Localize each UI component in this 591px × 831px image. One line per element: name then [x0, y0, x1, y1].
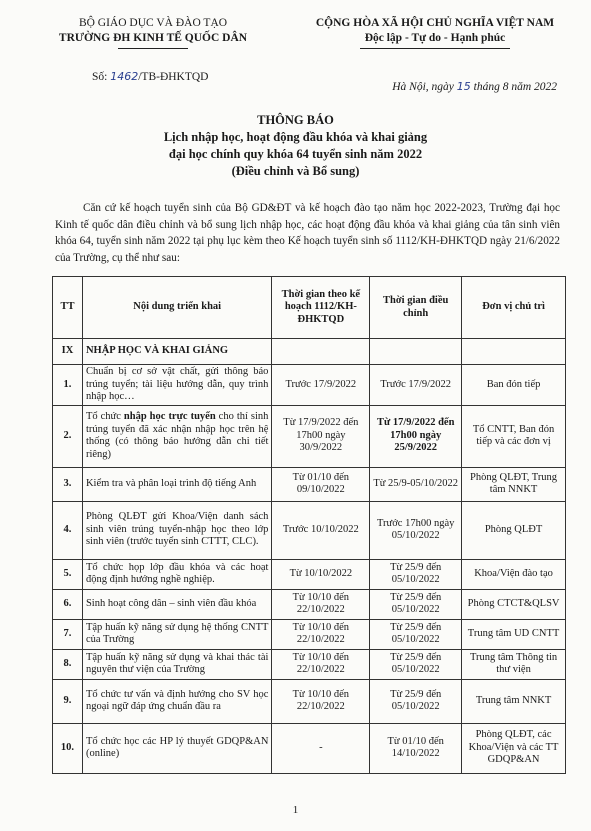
table-row	[53, 559, 566, 589]
row-unit: Ban đón tiếp	[462, 365, 566, 406]
row-adjusted: Trước 17h00 ngày 05/10/2022	[370, 501, 462, 559]
row-number: 10.	[53, 723, 83, 773]
doc-number-handwritten: 1462	[110, 70, 139, 83]
table-row	[53, 365, 566, 406]
row-unit: Trung tâm UD CNTT	[462, 619, 566, 649]
row-content: Kiểm tra và phân loại trình độ tiếng Anh	[82, 467, 271, 501]
row-number: 1.	[53, 365, 83, 406]
row-planned: Từ 10/10 đến 22/10/2022	[272, 679, 370, 723]
country-name: CỘNG HÒA XÃ HỘI CHỦ NGHĨA VIỆT NAM	[315, 17, 555, 29]
row-adjusted: Từ 25/9 đến 05/10/2022	[370, 649, 462, 679]
row-unit: Tổ CNTT, Ban đón tiếp và các đơn vị	[462, 405, 566, 467]
row-content-pre: Tổ chức	[85, 411, 121, 422]
row-number: 2.	[53, 405, 83, 467]
table-row	[53, 589, 566, 619]
row-content: Chuẩn bị cơ sở vật chất, gửi thông báo trúng tuyển; tài liệu hướng dẫn, quy trình nhập học…	[82, 365, 271, 406]
section-row	[53, 339, 566, 365]
title-line-3: đại học chính quy khóa 64 tuyển sinh năm 2022	[168, 147, 423, 161]
row-adjusted: Từ 25/9 đến 05/10/2022	[370, 589, 462, 619]
table-row	[53, 467, 566, 501]
row-adjusted: Từ 25/9 đến 05/10/2022	[370, 679, 462, 723]
motto: Độc lập - Tự do - Hạnh phúc	[364, 32, 506, 44]
page-number: 1	[292, 804, 299, 816]
table-row	[53, 723, 566, 773]
row-planned: Từ 01/10 đến 09/10/2022	[272, 467, 370, 501]
header-content: Nội dung triển khai	[82, 277, 271, 339]
section-number: IX	[53, 339, 83, 365]
row-unit: Khoa/Viện đào tạo	[462, 559, 566, 589]
date-day-handwritten: 15	[456, 80, 471, 93]
row-number: 7.	[53, 619, 83, 649]
ministry-name: BỘ GIÁO DỤC VÀ ĐÀO TẠO	[78, 17, 228, 29]
row-content: Sinh hoạt công dân – sinh viên đầu khóa	[82, 589, 271, 619]
row-adjusted: Từ 25/9-05/10/2022	[370, 467, 462, 501]
row-adjusted: Trước 17/9/2022	[370, 365, 462, 406]
row-unit: Phòng CTCT&QLSV	[462, 589, 566, 619]
issue-date	[392, 80, 557, 93]
table-header-row	[53, 277, 566, 339]
national-header	[300, 16, 570, 49]
row-content: Phòng QLĐT gửi Khoa/Viện danh sách sinh viên trúng tuyển-nhập học theo lớp sinh viên (trước tuyển sinh CTTT, CLC).	[82, 501, 271, 559]
row-planned: Từ 10/10 đến 22/10/2022	[272, 619, 370, 649]
row-unit: Phòng QLĐT, các Khoa/Viện và các TT GDQP&AN	[462, 723, 566, 773]
row-planned: Từ 17/9/2022 đến 17h00 ngày 30/9/2022	[272, 405, 370, 467]
row-content	[82, 405, 271, 467]
row-content-bold: nhập học trực tuyến	[123, 411, 216, 422]
table-row	[53, 501, 566, 559]
row-unit: Trung tâm Thông tin thư viện	[462, 649, 566, 679]
row-adjusted: Từ 01/10 đến 14/10/2022	[370, 723, 462, 773]
row-number: 8.	[53, 649, 83, 679]
title-line-4: (Điều chỉnh và Bổ sung)	[231, 164, 360, 178]
title-line-1: THÔNG BÁO	[257, 113, 334, 127]
row-adjusted: Từ 25/9 đến 05/10/2022	[370, 559, 462, 589]
table-row	[53, 649, 566, 679]
title-line-2: Lịch nhập học, hoạt động đầu khóa và khai giảng	[163, 130, 428, 144]
schedule-table	[52, 276, 566, 774]
row-number: 9.	[53, 679, 83, 723]
doc-number-suffix: /TB-ĐHKTQD	[138, 71, 209, 83]
row-number: 5.	[53, 559, 83, 589]
table-row	[53, 679, 566, 723]
university-name: TRƯỜNG ĐH KINH TẾ QUỐC DÂN	[58, 32, 248, 44]
section-label: NHẬP HỌC VÀ KHAI GIẢNG	[82, 339, 271, 365]
date-prefix: Hà Nội, ngày	[392, 81, 454, 93]
row-adjusted: Từ 17/9/2022 đến 17h00 ngày 25/9/2022	[370, 405, 462, 467]
row-planned: Từ 10/10 đến 22/10/2022	[272, 649, 370, 679]
row-planned: Trước 10/10/2022	[272, 501, 370, 559]
row-number: 4.	[53, 501, 83, 559]
doc-number	[92, 70, 209, 83]
row-number: 6.	[53, 589, 83, 619]
row-content: Tổ chức họp lớp đầu khóa và các hoạt động định hướng nghề nghiệp.	[82, 559, 271, 589]
intro-paragraph: Căn cứ kế hoạch tuyển sinh của Bộ GD&ĐT và kế hoạch đào tạo năm học 2022-2023, Trường đại học Kinh tế quốc dân điều chỉnh và bổ sung lịch nhập học, các hoạt động đầu khóa và khai giảng của tân sinh viên khóa 64, tuyển sinh năm 2022 tại phụ lục kèm theo Kế hoạch tuyển sinh số 1112/KH-ĐHKTQD ngày 21/6/2022 của Trường, cụ thể như sau:	[55, 202, 560, 264]
issuer-block	[28, 16, 278, 49]
issuer-underline	[118, 48, 188, 49]
header-planned-time: Thời gian theo kế hoạch 1112/KH-ĐHKTQD	[272, 277, 370, 339]
row-planned: -	[272, 723, 370, 773]
header-adjusted-time: Thời gian điều chỉnh	[370, 277, 462, 339]
row-unit: Trung tâm NNKT	[462, 679, 566, 723]
row-content-post: cho thí sinh trúng tuyển đã xác nhận nhập học trên hệ thống (có thông báo hướng dẫn chi tiết riêng)	[85, 411, 269, 460]
header-tt: TT	[53, 277, 83, 339]
row-unit: Phòng QLĐT	[462, 501, 566, 559]
row-content: Tổ chức học các HP lý thuyết GDQP&AN (online)	[82, 723, 271, 773]
row-number: 3.	[53, 467, 83, 501]
doc-number-prefix: Số:	[92, 71, 108, 83]
row-unit: Phòng QLĐT, Trung tâm NNKT	[462, 467, 566, 501]
date-month-year: tháng 8 năm 2022	[473, 81, 557, 93]
row-planned: Từ 10/10/2022	[272, 559, 370, 589]
motto-underline	[360, 48, 510, 49]
notice-title	[0, 112, 591, 180]
header-unit: Đơn vị chủ trì	[462, 277, 566, 339]
row-planned: Từ 10/10 đến 22/10/2022	[272, 589, 370, 619]
table-row	[53, 405, 566, 467]
row-content: Tập huấn kỹ năng sử dụng hệ thống CNTT của Trường	[82, 619, 271, 649]
row-adjusted: Từ 25/9 đến 05/10/2022	[370, 619, 462, 649]
row-planned: Trước 17/9/2022	[272, 365, 370, 406]
row-content: Tập huấn kỹ năng sử dụng và khai thác tài nguyên thư viện của Trường	[82, 649, 271, 679]
row-content: Tổ chức tư vấn và định hướng cho SV học ngoại ngữ đáp ứng chuẩn đầu ra	[82, 679, 271, 723]
table-row	[53, 619, 566, 649]
